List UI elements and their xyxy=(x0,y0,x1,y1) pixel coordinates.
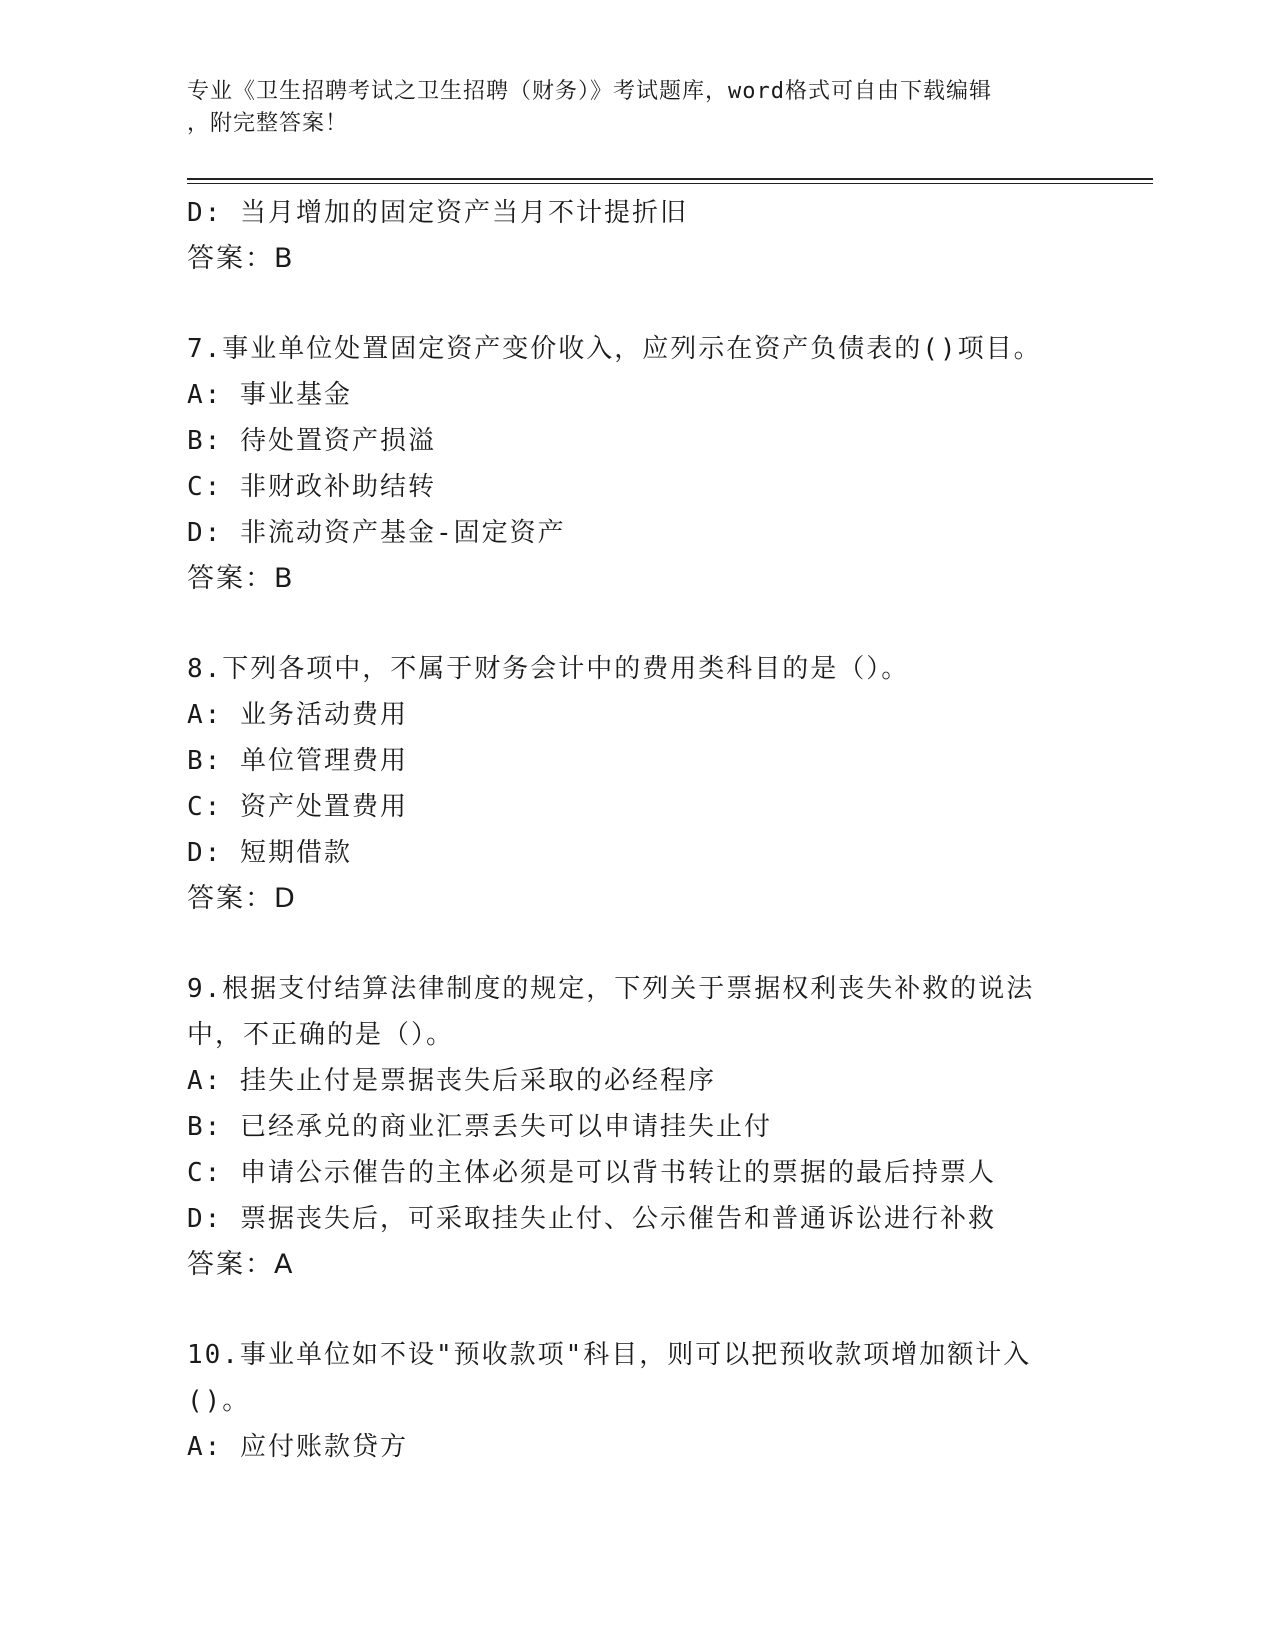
header-line-2: ，附完整答案！ xyxy=(187,111,349,136)
option-d: D: 短期借款 xyxy=(187,838,352,868)
question-9 xyxy=(187,966,1087,1288)
option-b: B: 单位管理费用 xyxy=(187,746,408,776)
header-line-1: 专业《卫生招聘考试之卫生招聘（财务）》考试题库，word格式可自由下载编辑 xyxy=(187,79,992,104)
header-divider-thin xyxy=(187,183,1153,184)
continued-question xyxy=(187,190,1087,282)
option-a: A: 应付账款贷方 xyxy=(187,1432,408,1462)
question-7 xyxy=(187,326,1087,602)
option-b: B: 已经承兑的商业汇票丢失可以申请挂失止付 xyxy=(187,1112,772,1142)
option-a: A: 挂失止付是票据丧失后采取的必经程序 xyxy=(187,1066,716,1096)
option-c: C: 资产处置费用 xyxy=(187,792,408,822)
option-d: D: 非流动资产基金-固定资产 xyxy=(187,518,566,548)
question-10 xyxy=(187,1332,1087,1470)
option-d: D: 票据丧失后，可采取挂失止付、公示催告和普通诉讼进行补救 xyxy=(187,1204,996,1234)
option-d: D: 当月增加的固定资产当月不计提折旧 xyxy=(187,198,688,228)
question-text: 10.事业单位如不设"预收款项"科目，则可以把预收款项增加额计入()。 xyxy=(187,1340,1032,1416)
page-header xyxy=(187,76,1067,140)
option-b: B: 待处置资产损溢 xyxy=(187,426,436,456)
answer-line: 答案：D xyxy=(187,883,297,914)
document-body xyxy=(187,190,1087,1470)
header-divider-thick xyxy=(187,178,1153,180)
option-c: C: 申请公示催告的主体必须是可以背书转让的票据的最后持票人 xyxy=(187,1158,996,1188)
question-text: 7.事业单位处置固定资产变价收入，应列示在资产负债表的()项目。 xyxy=(187,334,1042,364)
option-c: C: 非财政补助结转 xyxy=(187,472,436,502)
answer-line: 答案：B xyxy=(187,243,295,274)
option-a: A: 事业基金 xyxy=(187,380,352,410)
answer-line: 答案：A xyxy=(187,1249,295,1280)
answer-line: 答案：B xyxy=(187,563,295,594)
question-text: 8.下列各项中，不属于财务会计中的费用类科目的是（）。 xyxy=(187,654,910,684)
question-8 xyxy=(187,646,1087,922)
option-a: A: 业务活动费用 xyxy=(187,700,408,730)
question-text: 9.根据支付结算法律制度的规定，下列关于票据权利丧失补救的说法中，不正确的是（）。 xyxy=(187,974,1035,1050)
